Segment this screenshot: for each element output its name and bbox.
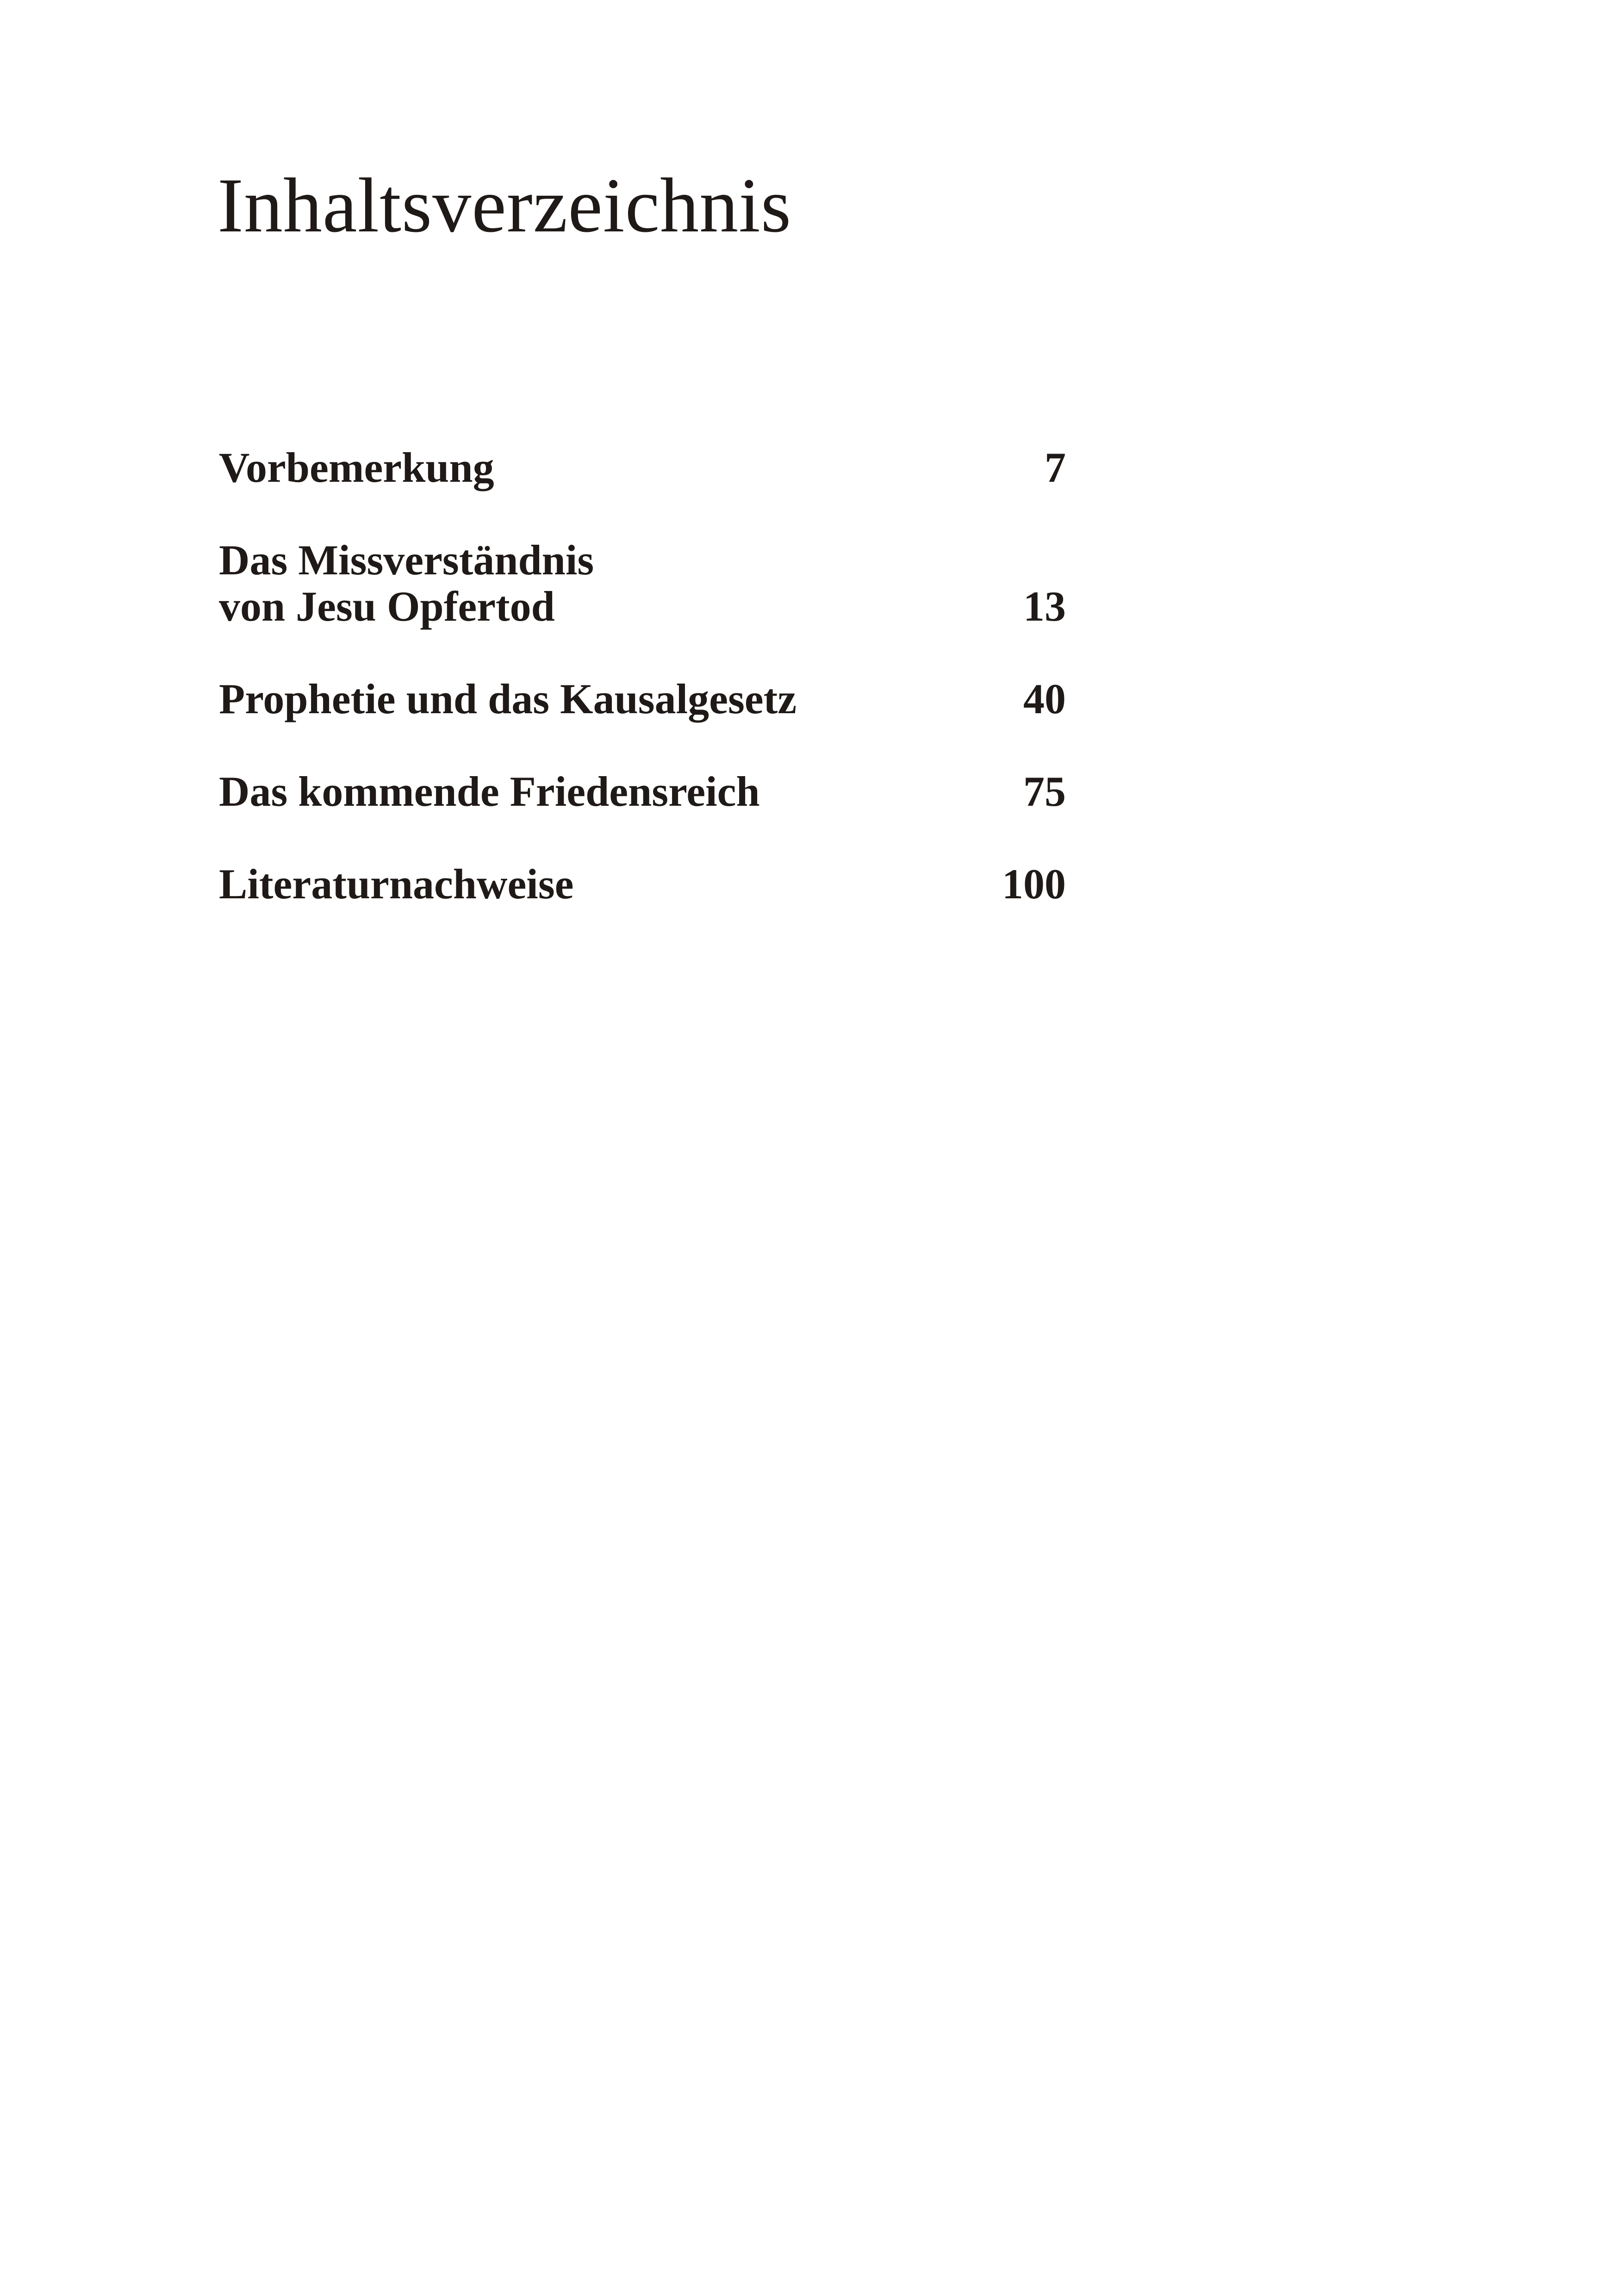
toc-entry-title-line: Das Missverständnis <box>219 536 594 584</box>
toc-entry-missverstaendnis <box>219 537 1066 629</box>
toc-entry-page-number: 100 <box>1002 860 1066 908</box>
toc-entry-page-number: 40 <box>1023 675 1066 722</box>
toc-entry-title <box>219 768 1066 815</box>
toc-entry-title <box>219 676 1066 722</box>
toc-entry-title <box>219 861 1066 907</box>
toc-entry-friedensreich <box>219 768 1066 815</box>
toc-entry-title <box>219 444 1066 491</box>
table-of-contents <box>219 444 1066 907</box>
toc-entry-literaturnachweise <box>219 861 1066 907</box>
toc-entry-page-number: 75 <box>1023 768 1066 815</box>
toc-entry-vorbemerkung <box>219 444 1066 491</box>
toc-entry-title-line: Das kommende Friedensreich <box>219 768 760 815</box>
toc-entry-page-number: 7 <box>1045 444 1066 491</box>
toc-entry-title-line: Prophetie und das Kausalgesetz <box>219 675 797 722</box>
toc-entry-title-line: von Jesu Opfertod <box>219 583 555 630</box>
toc-entry-title <box>219 537 1066 629</box>
toc-entry-prophetie <box>219 676 1066 722</box>
toc-entry-page-number: 13 <box>1023 583 1066 630</box>
toc-heading: Inhaltsverzeichnis <box>218 162 792 249</box>
toc-entry-title-line: Vorbemerkung <box>219 444 494 491</box>
toc-entry-title-line: Literaturnachweise <box>219 860 574 908</box>
